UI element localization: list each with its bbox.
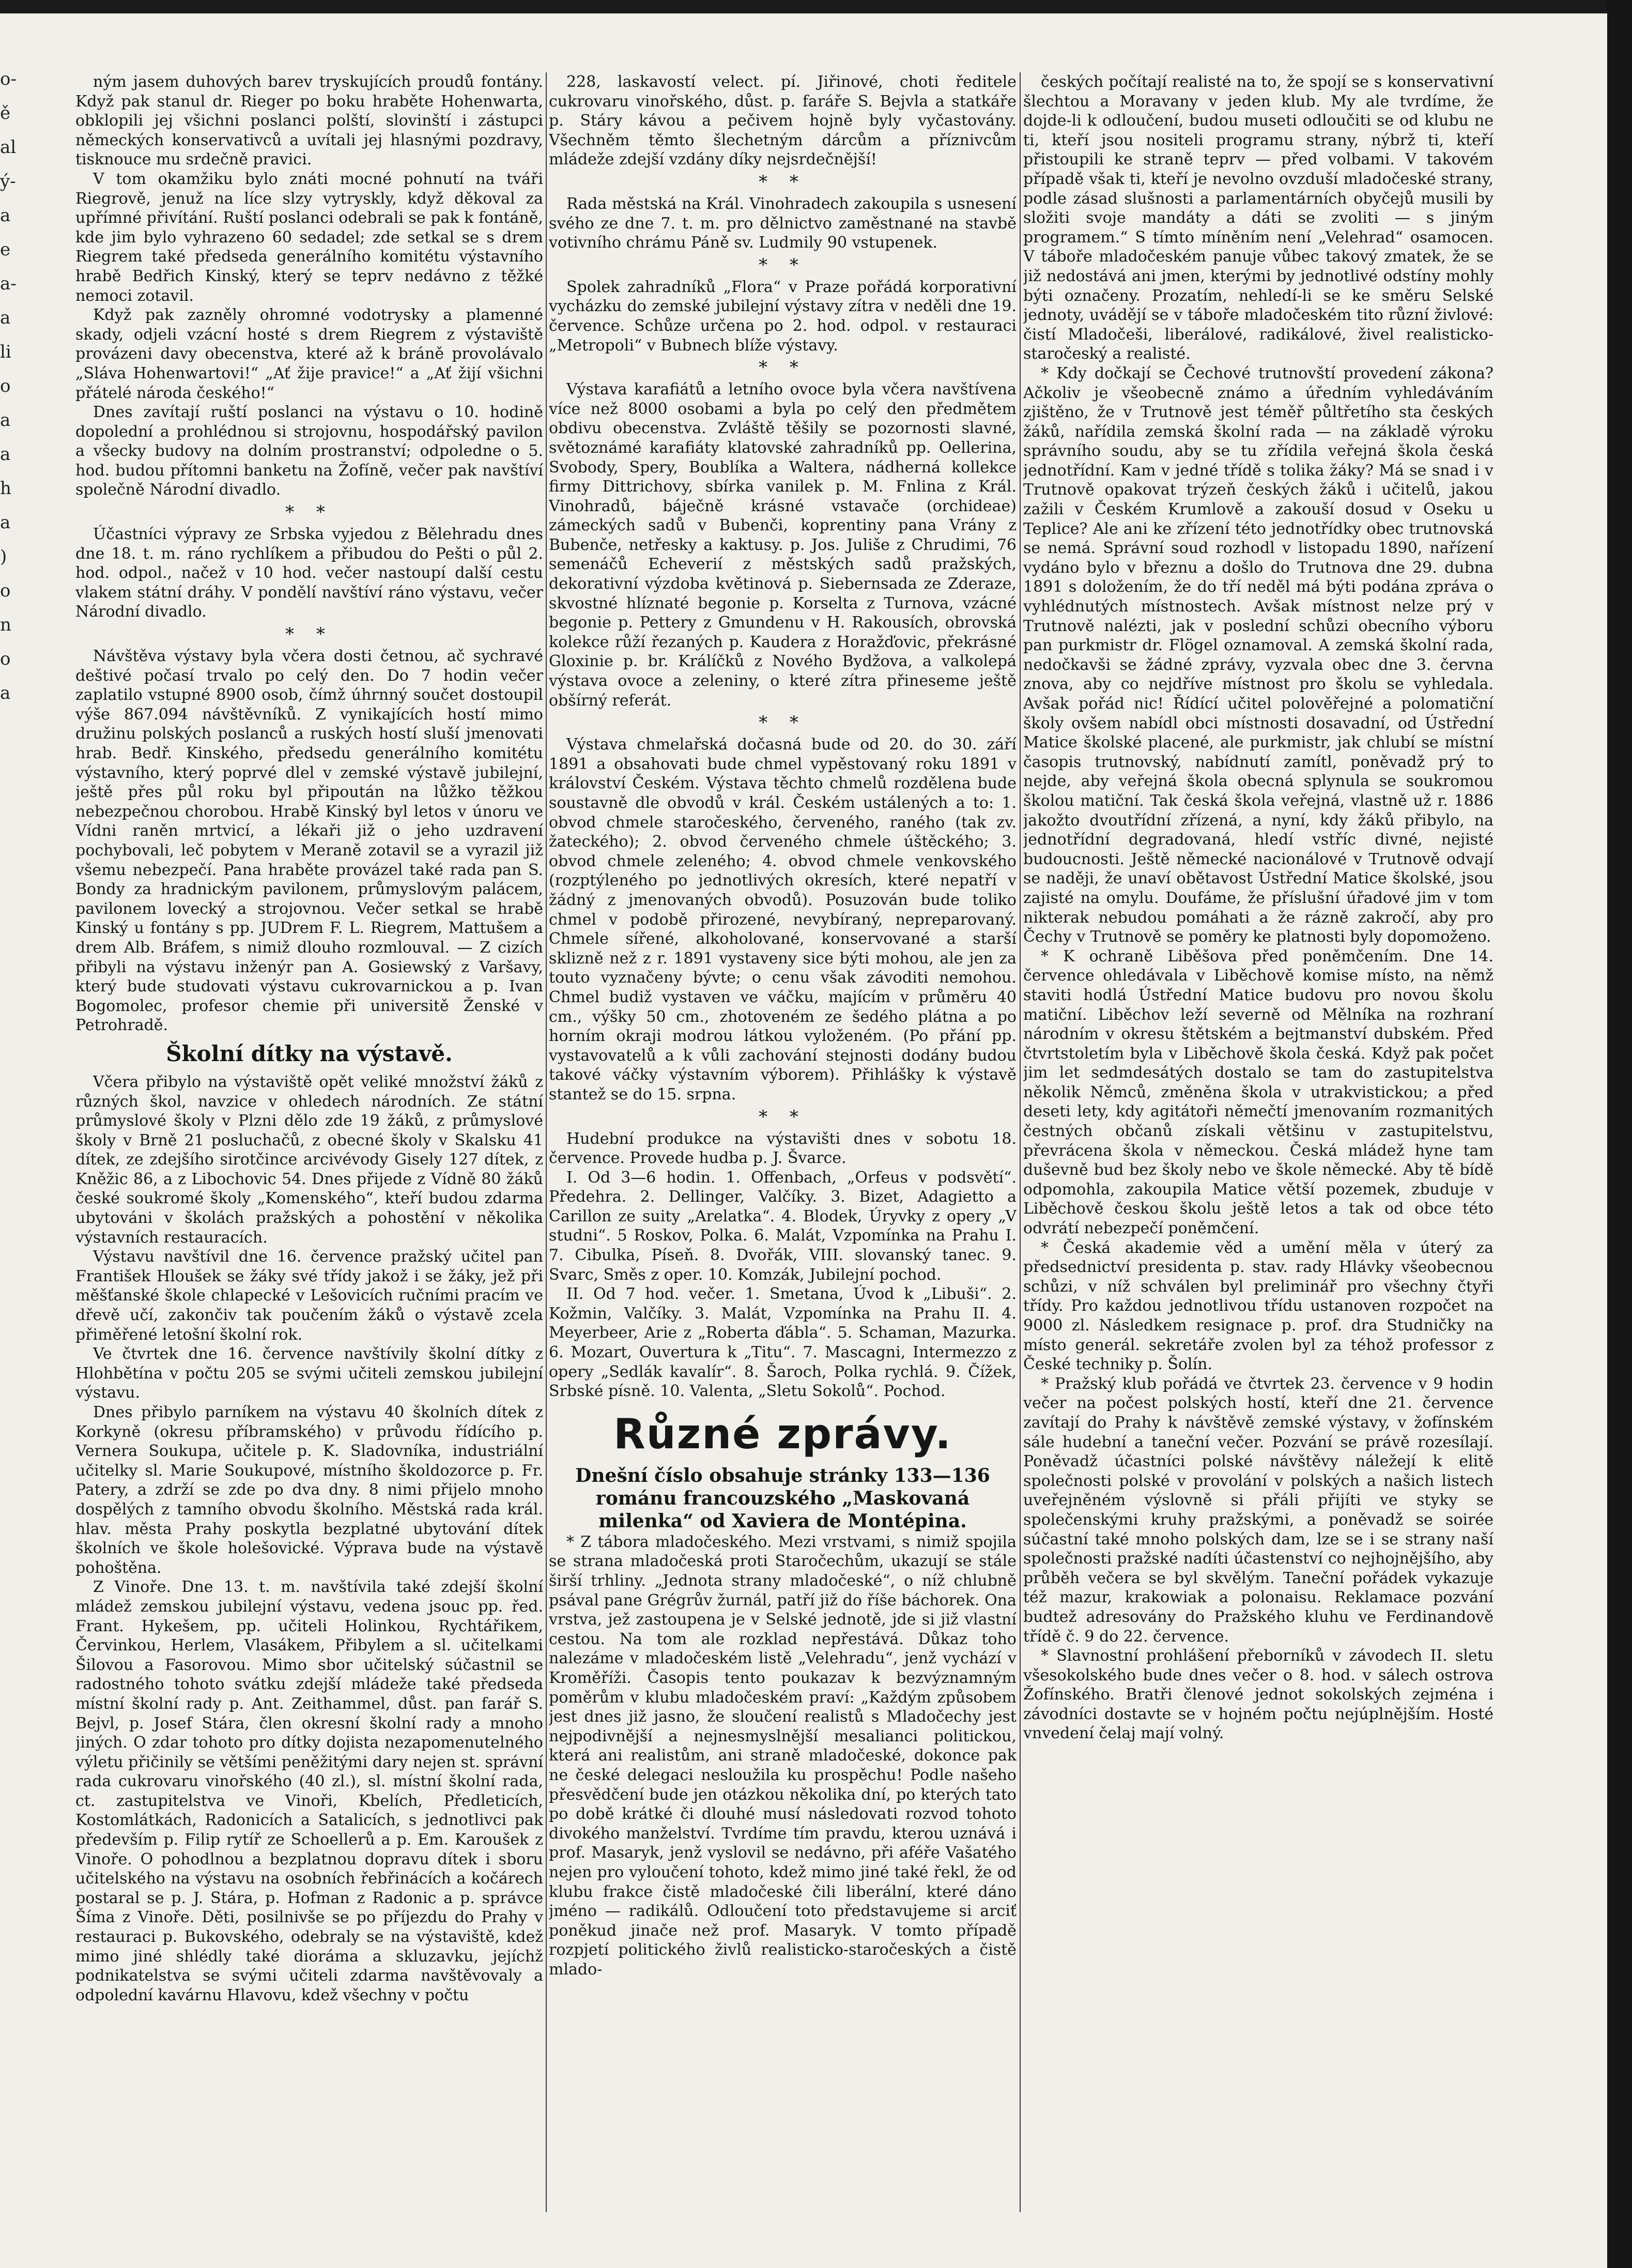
paragraph: * Pražský klub pořádá ve čtvrtek 23. července v 9 hodin večer na počest polských hostí, kteří dne 21. července zavítají do Prahy k návštěvě zemské výstavy, v žofínském sále hudební a taneční večer. Pozvání se právě rozesílají. Poněvadž účastníci polské návštěvy náležejí k elitě společnosti polské v provolání v polských a našich listech uveřejněném výslovně si přáli přijíti ve styky se společenskými kruhy pražskými, a poněvadž se soirée súčastní také mnoho polských dam, lze se i se strany naší společnosti pražské nadíti účastenství co nejhojnějšího, aby průběh večera se byl skvělým. Taneční pořádek vykazuje též mazur, krakowiak a polonaisu. Reklamace pozvání budtež adresovány do Pražského kluhu ve Ferdinandově třídě č. 9 do 22. července. [1023,1374,1494,1646]
margin-fragment: a [0,205,11,226]
paragraph: Dnes zavítají ruští poslanci na výstavu o 10. hodině dopolední a prohlédnou si strojovnu, hospodářský pavilon a všecky budovy na dolním prostranství; odpoledne o 5. hod. budou přítomni banketu na Žofíně, večer pak navštíví společně Národní divadlo. [75,403,543,499]
paragraph: Výstava chmelařská dočasná bude od 20. do 30. září 1891 a obsahovati bude chmel vypěstovaný roku 1891 v království Českém. Výstava těchto chmelů rozdělena bude soustavně dle obvodů v král. Českém ustálených a to: 1. obvod chmele staročeského, červeného, raného (tak zv. žateckého); 2. obvod červeného chmele úštěckého; 3. obvod chmele zeleného; 4. obvod chmele venkovského (rozptýleného po jednotlivých okresích, které nepatří v žádný z jmenovaných obvodů). Posuzován bude toliko chmel v podobě přirozené, nevybíraný, nepreparovaný. Chmele sířené, alkoholované, konservované a starší sklizně než z r. 1891 vystaveny sice býti mohou, ale jen za touto vyznačeny bývte; o cenu však závoditi nemohou. Chmel budiž vystaven ve váčku, majícím v průměru 40 cm., výšky 50 cm., zhotoveném ze šedého plátna a po horním okraji modrou látkou vyloženém. (Po přání pp. vystavovatelů a k vůli zachování stejnosti dodány budou takové váčky výstavním výborem). Přihlášky k výstavě stantež se do 15. srpna. [549,735,1017,1104]
paragraph: I. Od 3—6 hodin. 1. Offenbach, „Orfeus v podsvětí“. Předehra. 2. Dellinger, Valčíky. 3. Bizet, Adagietto a Carillon ze suity „Arelatka“. 4. Blodek, Úryvky z opery „V studni“. 5 Roskov, Polka. 6. Malát, Vzpomínka na Prahu I. 7. Cibulka, Píseň. 8. Dvořák, VIII. slovanský tanec. 9. Svarc, Směs z oper. 10. Komzák, Jubilejní pochod. [549,1168,1017,1284]
paragraph: Ve čtvrtek dne 16. července navštívily školní dítky z Hlohbětína v počtu 205 se svými učiteli zemskou jubilejní výstavu. [75,1345,543,1402]
column-3 [1023,72,1494,2233]
margin-fragment: a [0,410,11,431]
margin-fragment: o [0,376,11,396]
paragraph: Výstavu navštívil dne 16. července pražský učitel pan František Hloušek se žáky své třídy jakož i se žáky, jež při měšťanské škole chlapecké v Lešovicích ručními pracím ve dřevě učí, zakončiv tak poučením žáků o výstavě zcela přiměřené letošní školní rok. [75,1248,543,1344]
scan-right-edge [1607,0,1632,2268]
section-separator: * * [759,712,807,733]
paragraph: * Česká akademie věd a umění měla v úterý za předsednictví presidenta p. stav. rady Hlávky všeobecnou schůzi, v níž schválen byl preliminář pro všechny čtyři třídy. Pro každou jednotlivou třídu ustanoven rozpočet na 9000 zl. Následkem resignace p. prof. dra Studničky na místo generál. sekretáře zvolen byl za téhož professor z České techniky p. Šolín. [1023,1238,1494,1374]
scan-top-edge [0,0,1632,13]
margin-fragment: li [0,342,11,362]
paragraph: Hudební produkce na výstavišti dnes v sobotu 18. července. Provede hudba p. J. Švarce. [549,1129,1017,1168]
paragraph: Návštěva výstavy byla včera dosti četnou, ač sychravé deštivé počasí trvalo po celý den. Do 7 hodin večer zaplatilo vstupné 8900 osob, čímž úhrnný součet dostoupil výše 867.094 návštěvníků. Z vynikajících hostí mimo družinu polských poslanců a ruských hostí sluší jmenovati hrab. Bedř. Kinského, předsedu generálního komitétu výstavního, který poprvé dlel v zemské výstavě jubilejní, ještě přes půl roku byl připoután na lůžko těžkou nebezpečnou chorobou. Hrabě Kinský byl letos v únoru ve Vídni raněn mrtvicí, a lékaři již o jeho uzdravení pochybovali, leč pobytem v Meraně zotavil se a vyrazil již všemu nebezpečí. Pana hraběte provázel také rada pan S. Bondy za hradnickým pavilonem, průmyslovým palácem, pavilonem lovecký a strojovnou. Večer setkal se hrabě Kinský u fontány s pp. JUDrem F. L. Riegrem, Mattušem a drem Alb. Bráfem, s nimiž dlouho rozmlouval. — Z cizích přibyli na výstavu inženýr pan A. Gosiewský z Varšavy, který bude studovati výstavu cukrovarnickou a p. Ivan Bogomolec, profesor chemie při universitě Ženské v Petrohradě. [75,647,543,1035]
margin-fragment: n [0,615,11,635]
paragraph: Z Vinoře. Dne 13. t. m. navštívila také zdejší školní mládež zemskou jubilejní výstavu, vedena jsouc pp. řed. Frant. Hykešem, pp. učiteli Holinkou, Rychtářikem, Červinkou, Herlem, Vlasákem, Přibylem a sl. učitelkami Šilovou a Fasorovou. Mimo sbor učitelský súčastnil se radostného tohoto svátku zdejší mládeže také předseda místní školní rady p. Ant. Zeithammel, důst. pan farář S. Bejvl, p. Josef Stára, člen okresní školní rady a mnoho jiných. O zdar tohoto pro dítky dojista nezapomenutelného výletu přičinily se většími peněžitými dary nejen st. správní rada cukrovaru vinořského (40 zl.), sl. místní školní rada, ct. zastupitelstva ve Vinoři, Kbelích, Předleticích, Kostomlátkách, Radonicích a Satalicích, s jednotlivci pak především p. Filip rytíř ze Schoellerů a p. Em. Karoušek z Vinoře. O pohodlnou a bezplatnou dopravu dítek i sboru učitelského na výstavu na osobních řebřinácích a kočárech postaral se p. J. Stára, p. Hofman z Radonic a p. správce Šíma z Vinoře. Děti, posilnivše se po příjezdu do Prahy v restauraci p. Bukovského, odebraly se na výstaviště, kdež mimo jiné shlédly také dioráma a skluzavku, jejíchž podnikatelstva se svými učiteli zdarma navštěvovaly a odpolední kavárnu Hlavovu, kdež všechny v počtu [75,1578,543,2004]
paragraph: * Z tábora mladočeského. Mezi vrstvami, s nimiž spojila se strana mladočeská proti Staročechům, ukazují se stále širší trhliny. „Jednota strany mladočeské“, o níž chlubně psával pane Grégrův žurnál, patří již do říše báchorek. Ona vrstva, jež zastoupena je v Selské jednotě, jde si již vlastní cestou. Na tom ale rozklad nepřestává. Důkaz toho nalezáme v mladočeském listě „Velehradu“, jenž vychází v Kroměříži. Časopis tento poukazav k bezvýznamným poměrům v klubu mladočeském praví: „Každým způsobem jest dnes již jasno, že sloučení realistů s Mladočechy jest nejpodivnější a nejnesmyslnější mesalianci politickou, která ani realistům, ani straně mladočeské, dokonce pak ne české delegaci nesloužila ku prospěchu! Podle našeho přesvědčení bude jen otázkou několika dní, po kterých tato po době krátké či dlouhé musí následovati rozvod tohoto divokého manželství. Tvrdíme tím pravdu, kterou uznává i prof. Masaryk, jenž vyslovil se nedávno, při aféře Vašatého nejen pro vyloučení tohoto, kdež mimo jiné také řekl, že od klubu frakce čistě mladočeské čili liberální, které dáno jméno — radikálů. Odloučení toto představujeme si arciť poněkud jinače než prof. Masaryk. V tomto případě rozpjetí politického živlů realisticko-staročeských a čistě mlado- [549,1533,1017,1979]
margin-fragment: o- [0,69,17,89]
paragraph: českých počítají realisté na to, že spojí se s konservativní šlechtou a Moravany v jeden klub. My ale tvrdíme, že dojde-li k odloučení, budou museti odloučiti se od klubu ne ti, kteří jsou nositeli programu strany, nýbrž ti, kteří přistoupili ke straně teprv — před volbami. V takovém případě však ti, kteří je nevolno ovzduší mladočeské strany, podle zásad slušnosti a parlamentárních obyčejů musili by složiti svoje mandáty a dáti se zvoliti — s jiným programem.“ S tímto míněním není „Velehrad“ osamocen. V táboře mladočeském panuje vůbec takový zmatek, že se již nedostává ani jmen, kterými by jednotlivé odstíny mohly býti označeny. Prozatím, nehledí-li se ke směru Selské jednoty, uvádějí se v táboře mladočeském tito různí živlové: čistí Mladočeši, liberálové, radikálové, živel realisticko-staročeský a realisté. [1023,73,1494,363]
margin-fragment: al [0,137,17,158]
paragraph: 228, laskavostí velect. pí. Jiřinové, choti ředitele cukrovaru vinořského, důst. p. faráře S. Bejvla a statkáře p. Stáry kávou a pečivem hojně byly vyčastovány. Všechněm těmto šlechetným dárcům a příznivcům mládeže zdejší vzdány díky nejsrdečnější! [549,73,1017,169]
column-1 [75,72,543,2233]
column-2 [549,72,1017,2233]
paragraph: ným jasem duhových barev tryskujících proudů fontány. Když pak stanul dr. Rieger po boku hraběte Hohenwarta, obklopili jej všichni poslanci polští, slovinští i zástupci německých konservativců a uvítali jej hlasnými pozdravy, tisknouce mu srdečně pravici. [75,73,543,169]
section-separator: * * [759,171,807,192]
section-separator: * * [759,254,807,275]
section-separator: * * [285,624,333,645]
paragraph: Účastníci výpravy ze Srbska vyjedou z Bělehradu dnes dne 18. t. m. ráno rychlíkem a přibudou do Pešti o půl 2. hod. odpol., načež v 10 hod. večer nastoupí další cestu vlakem státní dráhy. V pondělí navštíví ráno výstavu, večer Národní divadlo. [75,525,543,621]
paragraph: Výstava karafiátů a letního ovoce byla včera navštívena více než 8000 osobami a byla po celý den předmětem obdivu obecenstva. Zvláště těšily se pozornosti slavné, světoznámé karafiáty klatovské zahradníků pp. Oellerina, Svobody, Spery, Boublíka a Waltera, nádherná kollekce firmy Dittrichovy, sbírka vanilek p. M. Fnlina z Král. Vinohradů, báječně krásné vstavače (orchideae) zámeckých sadů v Bubenči, koprentiny pana Vrány z Bubenče, netřesky a kaktusy. p. Jos. Juliše z Chrudimi, 76 semenáčů Echeverií z městských sadů pražských, dekorativní výzdoba květinová p. Siebernsada ze Zderaze, skvostné hlíznaté begonie p. Korselta z Turnova, vzácné begonie p. Pettery z Gmundenu v H. Rakousích, obrovská kolekce růží řezaných p. Kaudera z Horažďovic, překrásné Gloxinie p. br. Králíčků z Nového Bydžova, a valkolepá výstava ovoce a zeleniny, o které zítra přineseme ještě obšírný referát. [549,380,1017,710]
margin-fragment: o [0,580,11,601]
paragraph: * Slavnostní prohlášení přeborníků v závodech II. sletu všesokolského bude dnes večer o 8. hod. v sálech ostrova Žofínského. Bratři členové jednot sokolských zejména i závodníci dostavte se v hojném počtu nejúplnějším. Hosté vnvedení čelaj mají volný. [1023,1647,1494,1743]
serial-notice: Dnešní číslo obsahuje stránky 133—136 románu francouzského „Maskovaná milenka“ od Xaviera de Montépina. [575,1464,990,1532]
paragraph: Když pak zazněly ohromné vodotrysky a plamenné skady, odjeli vzácní hosté s drem Riegrem z výstaviště provázeni davy obecenstva, které až k bráně provolávalo „Sláva Hohenwartovi!“ „Ať žije pravice!“ a „Ať žijí všichni přátelé národa českého!“ [75,306,543,402]
paragraph: * K ochraně Liběšova před poněmčením. Dne 14. července ohledávala v Liběchově komise místo, na němž staviti hodlá Ústřední Matice budovu pro novou školu matiční. Liběchov leží severně od Mělníka na rozhraní národním v okresu štětském a bejtmanství dubském. Před čtvrtstoletím byla v Liběchově škola česká. Když pak počet jim let sedmdesátých dostalo se tam do zastupitelstva několik Němců, změněna škola v utrakvistickou; a před deseti lety, kdy agitátoři němečtí jmenovaním rozmanitých čestných občanů získali většinu v zastupitelstvu, převrácena škola v německou. Česká mládež hyne tam duševně bud bez školy nebo ve škole německé. Aby tě bídě odpomohla, zakoupila Matice větší pozemek, zbuduje v Liběchově českou školu ještě letos a tak od obce této odvrátí nebezpečí poněmčení. [1023,947,1494,1238]
section-separator: * * [285,502,333,523]
paragraph: Spolek zahradníků „Flora“ v Praze pořádá korporativní vycházku do zemské jubilejní výstavy zítra v neděli dne 19. července. Schůze určena po 2. hod. odpol. v restauraci „Metropoli“ v Bubnech blíže výstavy. [549,278,1017,355]
margin-fragment: a [0,308,11,328]
paragraph: * Kdy dočkají se Čechové trutnovští provedení zákona? Ačkoliv je všeobecně známo a úředním vyhledáváním zjištěno, že v Trutnově jest téměř půltřetího sta českých žáků, nařídila zemská školní rada — na základě výroku správního soudu, aby se tu zřídila veřejná škola česká jednotřídní. Kam v jedné třídě s tolika žáky? Má se snad i v Trutnově opakovat trýzeň českých žáků i učitelů, jakou zažili v Českém Krumlově a zakouší dosud v Oseku u Teplice? Ale ani ke zřízení této jednotřídky obec trutnovská se nemá. Správní soud rozhodl v listopadu 1890, nařízení vydáno bylo v březnu a došlo do Trutnova dne 29. dubna 1891 s doložením, že do tří neděl má býti podána zpráva o vyhlédnutých místnostech. Avšak místnost nelze prý v Trutnově nalézti, jak v poslední schůzi obecního výboru pan purkmistr dr. Flögel oznamoval. A zemská školní rada, nedočkavši se žádné zprávy, vyzvala obec dne 3. června znova, aby co nejdříve místnost pro školu se vyhledala. Avšak pořád nic! Řídící učitel polověřejné a polomatiční školy ovšem nabídl obci místnosti dosavadní, od Ústřední Matice školské placené, ale purkmistr, jak chlubí se místní časopis trutnovský, nabídnutí zamítl, poněvadž prý to nejde, aby veřejná škola obecná splynula se soukromou školou matiční. Tak česká škola veřejná, vlastně už r. 1886 jakožto dvoutřídní zřízená, a nyní, kdy žáků přibylo, na jednotřídní degradovaná, hledí vstříc divné, nejisté budoucnosti. Ještě německé nacionálové v Trutnově odvají se naději, že unaví obětavost Ústřední Matice školské, jsou zajisté na omylu. Doufáme, že příslušní úřadové jim v tom nikterak nebudou pomáhati a že rázně zakročí, aby pro Čechy v Trutnově se poměry ke platnosti byly dopomoženo. [1023,364,1494,946]
section-heading: Školní dítky na výstavě. [166,1040,453,1066]
margin-fragment: e [0,239,11,260]
margin-fragment: a- [0,273,17,294]
margin-fragment: a [0,683,11,703]
margin-fragment: o [0,649,11,669]
column-rule [546,72,547,2212]
section-separator: * * [759,1106,807,1127]
paragraph: Včera přibylo na výstaviště opět veliké množství žáků z různých škol, navzice v ohledech národních. Ze státní průmyslové školy v Plzni dělo zde 19 žáků, z průmyslové školy v Brně 21 posluchačů, z obecné školy v Skalsku 41 dítek, ze zdejšího sirotčince arcivévody Gisely 127 dítek, z Kněžic 86, a z Libochovic 54. Dnes přijede z Vídně 80 žáků české soukromé školy „Komenského“, kteří budou zdarma ubytováni v školách pražských a pohostění v několika výstavních restauracích. [75,1072,543,1247]
margin-fragment: ě [0,103,11,124]
paragraph: Rada městská na Král. Vinohradech zakoupila s usnesení svého ze dne 7. t. m. pro dělnictvo zaměstnané na stavbě votivního chrámu Páně sv. Ludmily 90 vstupenek. [549,194,1017,252]
paragraph: V tom okamžiku bylo znáti mocné pohnutí na tváři Riegrově, jenuž na líce slzy vytryskly, když děkoval za upřímné přivítání. Ruští poslanci odebrali se pak k fontáně, kde jim bylo vyhrazeno 60 sedadel; zde setkal se s drem Riegrem také předseda generálního komitétu výstavního hrabě Bedřich Kinský, který se teprv nedávno z těžké nemoci zotavil. [75,170,543,305]
paragraph: II. Od 7 hod. večer. 1. Smetana, Úvod k „Libuši“. 2. Kožmin, Valčíky. 3. Malát, Vzpomínka na Prahu II. 4. Meyerbeer, Arie z „Roberta ďábla“. 5. Schaman, Mazurka. 6. Mozart, Ouvertura k „Titu“. 7. Mascagni, Intermezzo z opery „Sedlák kavalír“. 8. Šaroch, Polka rychlá. 9. Čížek, Srbské písně. 10. Valenta, „Sletu Sokolů“. Pochod. [549,1285,1017,1401]
margin-fragment: ý- [0,171,16,192]
margin-fragment: a [0,444,11,465]
left-margin-fragments [0,62,17,1458]
section-title: Různé zprávy. [613,1409,952,1458]
margin-fragment: ) [0,546,7,567]
column-rule [1020,72,1021,2212]
margin-fragment: a [0,512,11,533]
section-separator: * * [759,357,807,378]
paragraph: Dnes přibylo parníkem na výstavu 40 školních dítek z Korkyně (okresu příbramského) v průvodu řídícího p. Vernera Soukupa, učitele p. K. Sladovníka, industriální učitelky sl. Marie Soukupové, místního školdozorce p. Fr. Patery, a zdrží se zde po dva dny. 8 nimi přijelo mnoho dospělých z tamního obvodu školního. Městská rada král. hlav. města Prahy poskytla bezplatné ubytování dítek školních ve škole holešovické. Výprava bude na výstavě pohoštěna. [75,1403,543,1577]
margin-fragment: h [0,478,11,499]
